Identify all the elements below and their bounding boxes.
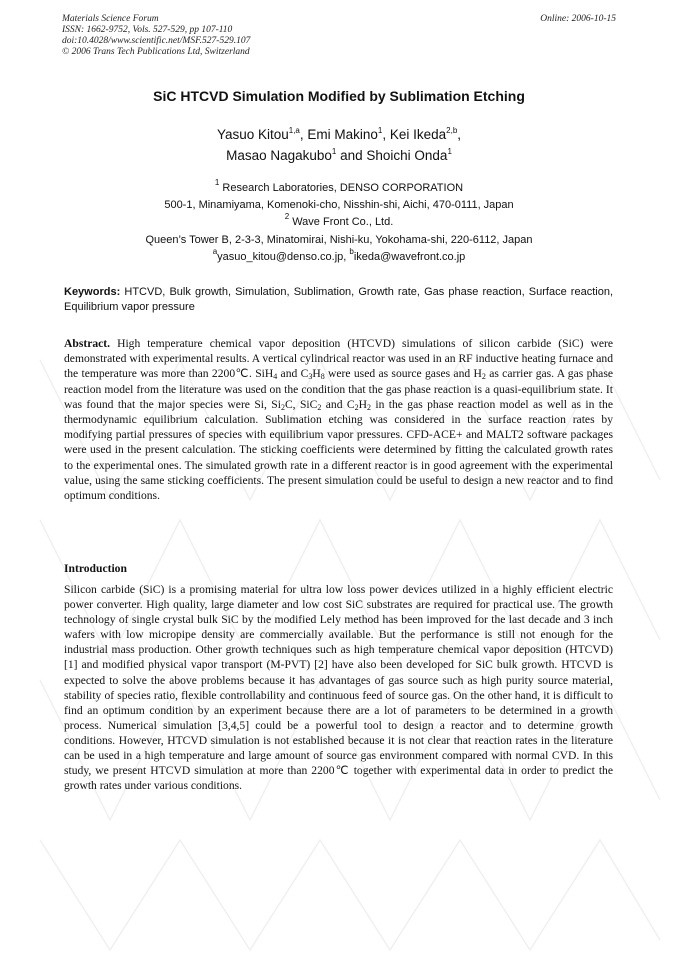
issn-line: ISSN: 1662-9752, Vols. 527-529, pp 107-110 [62, 25, 233, 35]
affiliation-1-name: $^1$ Research Laboratories, DENSO CORPORATION [214, 178, 464, 194]
abstract: Abstract. High temperature chemical vapor deposition (HTCVD) simulations of silicon carbide (SiC) were demonstrated with experimental results. A vertical cylindrical reactor was used in an RF inductive heating furnace and the temperature was more than 2200℃. SiH$_4$ and $C_3H_8$ were used as source gases and $H_2$ as carrier gas. A gas phase reaction model from the literature was used on the condition that the gas phase reaction is a quasi-equilibrium state. It was found that the major species were Si, $Si_2C$, SiC$_2$ and $C_2H_2$ in the gas phase reaction model as well as in the thermodynamic equilibrium calculation. Sublimation etching was considered in the surface reaction rates by modifying partial pressures of species with equilibrium vapor pressures. CFD-ACE+ and MALT2 software packages were used in the present calculation. The sticking coefficients were determined by fitting the calculated growth rates to the experimental ones. The simulated growth rate in a different reactor is in good agreement with the experimental value, using the same sticking coefficients. The present simulation could be useful to design a new reactor and to find optimum conditions. [64, 337, 613, 503]
affiliation-1-address: 500-1, Minamiyama, Komenoki-cho, Nisshin-shi, Aichi, 470-0111, Japan [164, 199, 514, 212]
keywords [64, 285, 613, 315]
author-line-1: Yasuo Kitou$^{1,a}$, Emi Makino$^1$, Kei Ikeda$^{2,b}$, [216, 126, 462, 142]
paper-title: SiC HTCVD Simulation Modified by Sublimation Etching [153, 88, 525, 104]
journal-header [62, 14, 616, 58]
introduction-body: Silicon carbide (SiC) is a promising material for ultra low loss power devices utilized in a highly efficient electric power converter. High quality, large diameter and low cost SiC substrates are required for practical use. The growth technology of single crystal bulk SiC by the modified Lely method has been improved for the last decade and 3 inch wafers with low micropipe density are commercially available. But the performance is still not enough for the industrial mass production. Other growth techniques such as high temperature chemical vapor deposition (HTCVD) [1] and modified physical vapor transport (M-PVT) [2] have also been developed for SiC bulk growth. HTCVD is expected to solve the above problems because it has advantages of gas source such as high purity source material, stability of species ratio, flexible controllability and continuous feed of source gas. On the other hand, it is difficult to find an optimum condition by an experiment because there are a lot of parameters to be determined in a growth process. Numerical simulation [3,4,5] could be a powerful tool to design a reactor and to determine growth conditions. However, HTCVD simulation is not established because it is not clear that reaction rates in the literature can be used in a high temperature and large amount of source gas environment compared with normal CVD. In this study, we present HTCVD simulation at more than 2200℃ together with experimental data in order to predict the growth rates under various conditions. [64, 583, 613, 793]
online-date: Online: 2006-10-15 [540, 14, 616, 24]
keywords-text: HTCVD, Bulk growth, Simulation, Sublimation, Growth rate, Gas phase reaction, Surface reaction, Equilibrium vapor pressure [64, 286, 613, 313]
journal-name: Materials Science Forum [62, 14, 159, 24]
abstract-label: Abstract. [64, 337, 111, 350]
author-list [0, 124, 678, 166]
section-heading-introduction: Introduction [64, 562, 127, 575]
author-emails: $^a$yasuo_kitou@denso.co.jp, $^b$ikeda@wavefront.co.jp [212, 246, 466, 263]
keywords-label: Keywords: [64, 286, 121, 298]
copyright-line: © 2006 Trans Tech Publications Ltd, Switzerland [62, 47, 250, 57]
doi-line: doi:10.4028/www.scientific.net/MSF.527-529.107 [62, 36, 251, 46]
affiliation-2-name: $^2$ Wave Front Co., Ltd. [284, 212, 394, 229]
author-line-2: Masao Nagakubo$^1$ and Shoichi Onda$^1$ [226, 147, 452, 163]
affiliation-2-address: Queen’s Tower B, 2-3-3, Minatomirai, Nishi-ku, Yokohama-shi, 220-6112, Japan [145, 233, 533, 246]
affiliations [0, 180, 678, 266]
